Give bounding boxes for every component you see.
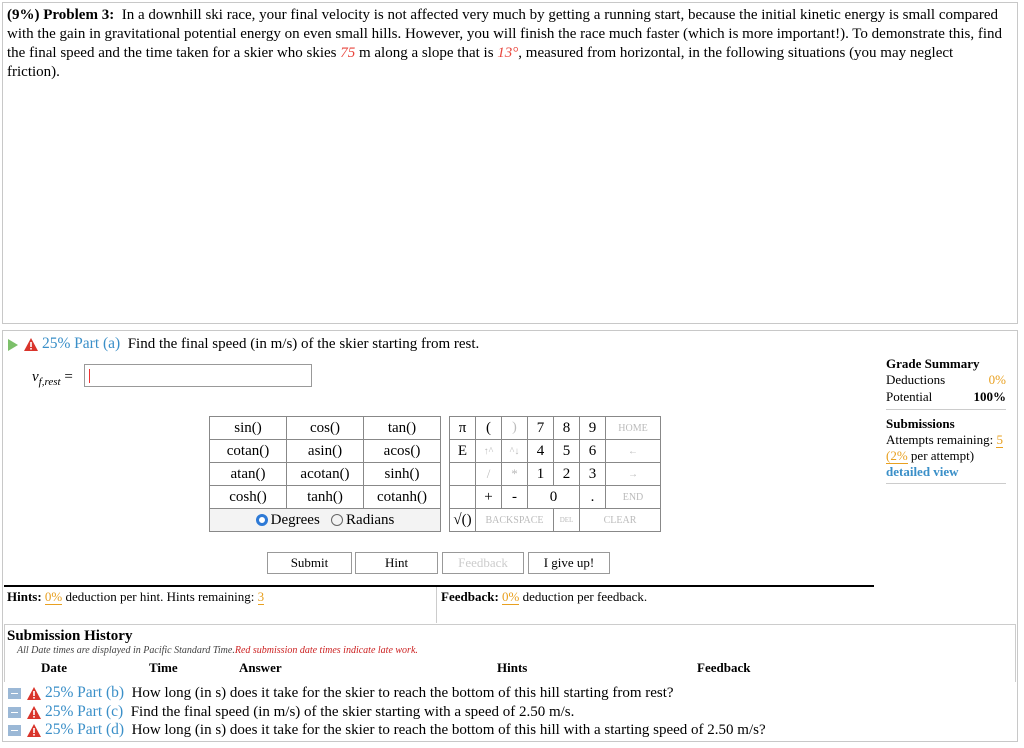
fn-sin[interactable]: sin() (210, 417, 287, 440)
part-d-pct: 25% (45, 721, 74, 738)
part-c-label: Part (c) (77, 703, 124, 720)
hint-button[interactable]: Hint (355, 552, 438, 574)
part-c-row[interactable] (8, 703, 574, 721)
part-a-question: Find the final speed (in m/s) of the skier starting from rest. (127, 336, 480, 352)
radians-radio[interactable] (331, 514, 343, 526)
part-b-pct: 25% (45, 684, 74, 701)
key-blank[interactable] (450, 463, 476, 486)
part-c-question: Find the final speed (in m/s) of the skier starting with a speed of 2.50 m/s. (130, 704, 575, 720)
submit-button[interactable]: Submit (267, 552, 352, 574)
attempts-value: 5 (996, 432, 1003, 447)
key-7[interactable]: 7 (528, 417, 554, 440)
hints-label: Hints: (7, 589, 42, 604)
potential-value: 100% (973, 389, 1006, 404)
part-d-row[interactable] (8, 721, 766, 739)
key-sqrt[interactable]: √() (450, 509, 476, 532)
key-6[interactable]: 6 (580, 440, 606, 463)
problem-text-1: In a downhill ski race, your final velocity is not affected very much by getting a running start, because the initial kinetic energy is small compared with the gain in gravitational potential energy on even small hills. However, you will finish the race much faster (which is more important!). To demonstrate this, find the final speed and the time taken for a skier who skies (7, 7, 1003, 61)
per-attempt-text: per attempt) (910, 448, 975, 463)
problem-text-2: m along a slope that is (358, 45, 494, 61)
col-time: Time (149, 660, 178, 675)
key-plus[interactable]: + (476, 486, 502, 509)
part-d-label: Part (d) (77, 721, 125, 738)
key-pi[interactable]: π (450, 417, 476, 440)
key-open-paren[interactable]: ( (476, 417, 502, 440)
radians-label: Radians (346, 511, 395, 528)
key-divide[interactable]: / (476, 463, 502, 486)
potential-label: Potential (886, 389, 933, 404)
detailed-view-link[interactable]: detailed view (886, 464, 959, 479)
col-feedback: Feedback (697, 660, 751, 675)
key-subscript[interactable]: ^↓ (502, 440, 528, 463)
part-b-question: How long (in s) does it take for the skier to reach the bottom of this hill starting from rest? (131, 685, 674, 701)
key-0[interactable]: 0 (528, 486, 580, 509)
function-keypad (209, 416, 441, 532)
warning-icon (24, 338, 38, 351)
grade-divider-bottom (886, 483, 1006, 484)
key-home[interactable]: HOME (606, 417, 661, 440)
submission-history-note (17, 645, 418, 656)
key-close-paren[interactable]: ) (502, 417, 528, 440)
grade-divider (886, 409, 1006, 410)
fn-acotan[interactable]: acotan() (287, 463, 364, 486)
fn-cotan[interactable]: cotan() (210, 440, 287, 463)
part-c-pct: 25% (45, 703, 74, 720)
part-a-header (8, 334, 479, 354)
col-hints: Hints (497, 660, 528, 675)
grade-summary (886, 356, 1006, 490)
key-end[interactable]: END (606, 486, 661, 509)
col-answer: Answer (239, 660, 282, 675)
variable-subscript: f,rest (38, 376, 61, 388)
history-note-late: Red submission date times indicate late work. (234, 645, 418, 656)
degrees-radio[interactable] (256, 514, 268, 526)
answer-input[interactable] (84, 364, 312, 387)
distance-value: 75 (340, 45, 356, 61)
angle-mode (210, 509, 441, 532)
history-note-text: All Date times are displayed in Pacific Standard Time. (17, 645, 235, 656)
part-d-question: How long (in s) does it take for the skier to reach the bottom of this hill with a starting speed of 2.50 m/s? (131, 722, 766, 738)
fn-sinh[interactable]: sinh() (364, 463, 441, 486)
key-3[interactable]: 3 (580, 463, 606, 486)
key-4[interactable]: 4 (528, 440, 554, 463)
fn-tan[interactable]: tan() (364, 417, 441, 440)
key-1[interactable]: 1 (528, 463, 554, 486)
key-8[interactable]: 8 (554, 417, 580, 440)
warning-icon (27, 706, 41, 719)
deductions-label: Deductions (886, 372, 946, 387)
problem-label: Problem 3: (43, 7, 115, 23)
fn-tanh[interactable]: tanh() (287, 486, 364, 509)
number-keypad (449, 416, 661, 532)
per-attempt (886, 448, 1006, 464)
feedback-text: deduction per feedback. (522, 589, 648, 604)
variable-equals: = (64, 369, 73, 385)
key-multiply[interactable]: * (502, 463, 528, 486)
hints-text: deduction per hint. Hints remaining: (65, 589, 255, 604)
angle-value: 13° (497, 45, 519, 61)
key-5[interactable]: 5 (554, 440, 580, 463)
fn-cotanh[interactable]: cotanh() (364, 486, 441, 509)
part-a-pct: 25% (42, 335, 71, 352)
feedback-info (441, 589, 647, 605)
key-2[interactable]: 2 (554, 463, 580, 486)
attempts-label: Attempts remaining: (886, 432, 994, 447)
collapse-icon[interactable] (8, 725, 21, 736)
per-attempt-pct: (2% (886, 448, 908, 463)
give-up-button[interactable]: I give up! (528, 552, 610, 574)
fn-atan[interactable]: atan() (210, 463, 287, 486)
warning-icon (27, 687, 41, 700)
fn-asin[interactable]: asin() (287, 440, 364, 463)
problem-text-3: , measured from horizontal, in the following situations (you may neglect friction). (7, 45, 954, 80)
part-b-row[interactable] (8, 684, 674, 702)
key-del[interactable]: DEL (554, 509, 580, 532)
attempts-remaining (886, 432, 1006, 448)
key-9[interactable]: 9 (580, 417, 606, 440)
submissions-title: Submissions (886, 416, 955, 431)
hints-separator (436, 587, 437, 623)
fn-cosh[interactable]: cosh() (210, 486, 287, 509)
grade-summary-title: Grade Summary (886, 356, 980, 371)
key-right-arrow[interactable]: → (606, 463, 661, 486)
degrees-label: Degrees (270, 511, 320, 528)
variable-label (32, 369, 73, 388)
feedback-button[interactable]: Feedback (442, 552, 524, 574)
collapse-icon[interactable] (8, 707, 21, 718)
hints-pct: 0% (44, 589, 63, 604)
submission-history-title: Submission History (7, 628, 133, 644)
deductions-value: 0% (988, 372, 1006, 387)
feedback-label: Feedback: (441, 589, 499, 604)
variable-symbol: v (32, 369, 39, 385)
part-a-label: Part (a) (74, 335, 121, 352)
play-icon[interactable] (8, 339, 18, 351)
key-superscript[interactable]: ↑^ (476, 440, 502, 463)
key-backspace[interactable]: BACKSPACE (476, 509, 554, 532)
hints-remaining: 3 (257, 589, 265, 604)
fn-cos[interactable]: cos() (287, 417, 364, 440)
problem-statement (7, 6, 1007, 82)
feedback-pct: 0% (502, 589, 520, 604)
key-blank-2[interactable] (450, 486, 476, 509)
collapse-icon[interactable] (8, 688, 21, 699)
key-minus[interactable]: - (502, 486, 528, 509)
fn-acos[interactable]: acos() (364, 440, 441, 463)
part-b-label: Part (b) (77, 684, 125, 701)
hints-info (7, 589, 264, 605)
key-e[interactable]: E (450, 440, 476, 463)
text-cursor (89, 369, 90, 383)
key-dot[interactable]: . (580, 486, 606, 509)
col-date: Date (41, 660, 67, 675)
key-clear[interactable]: CLEAR (580, 509, 661, 532)
warning-icon (27, 724, 41, 737)
problem-pct: (9%) (7, 7, 40, 23)
key-left-arrow[interactable]: ← (606, 440, 661, 463)
